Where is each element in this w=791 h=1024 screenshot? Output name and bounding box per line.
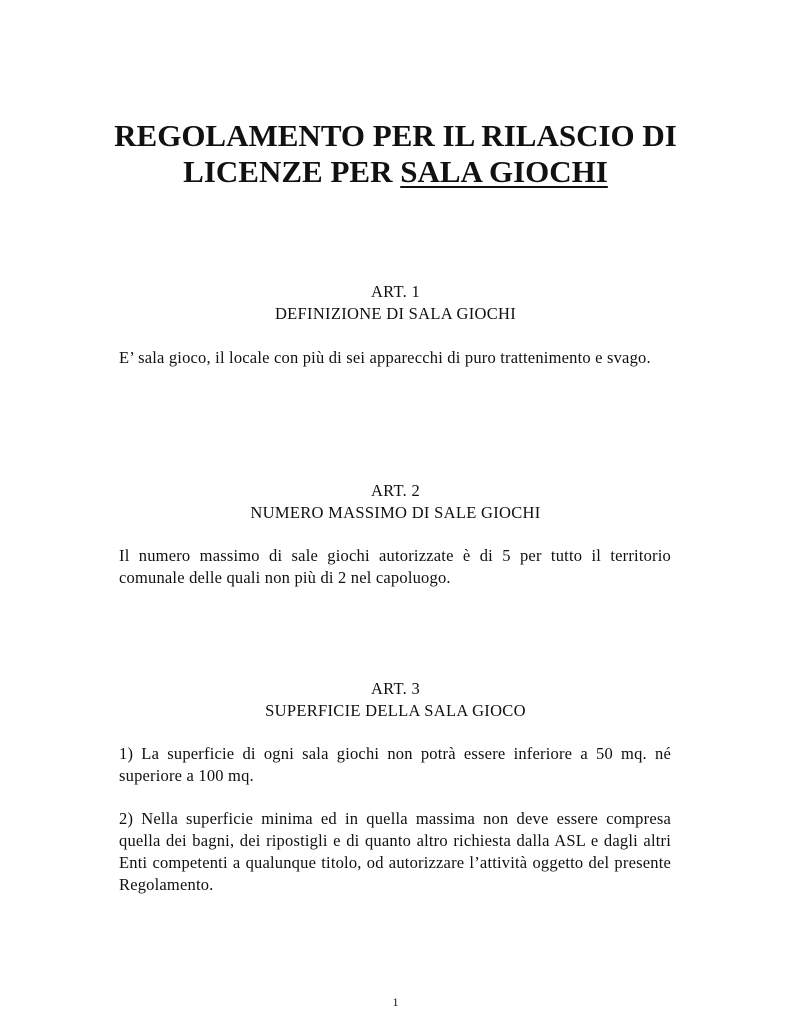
article-3-paragraph-1: 1) La superficie di ogni sala giochi non potrà essere inferiore a 50 mq. né superiore a 100 mq.	[119, 744, 671, 785]
article-2-number: ART. 2	[370, 481, 421, 500]
article-3-paragraph-2: 2) Nella superficie minima ed in quella massima non deve essere compresa quella dei bagni, dei ripostigli e di quanto altro richiesta dalla ASL e dagli altri Enti competenti a qualunque titolo, od autorizzare l’attività oggetto del presente Regolamento.	[119, 809, 671, 894]
title-line-1: REGOLAMENTO PER IL RILASCIO DI	[114, 118, 677, 153]
title-line-2-prefix: LICENZE PER	[183, 154, 401, 189]
article-1-number: ART. 1	[370, 282, 421, 301]
article-3-number: ART. 3	[370, 679, 421, 698]
page-number: 1	[392, 995, 399, 1009]
document-title	[0, 118, 791, 190]
article-2-heading: NUMERO MASSIMO DI SALE GIOCHI	[250, 503, 541, 522]
title-line-2	[0, 154, 791, 190]
article-3-heading: SUPERFICIE DELLA SALA GIOCO	[265, 701, 526, 720]
title-underlined-text: SALA GIOCHI	[400, 154, 608, 189]
article-1-paragraph: E’ sala gioco, il locale con più di sei apparecchi di puro trattenimento e svago.	[119, 348, 651, 367]
article-1-heading: DEFINIZIONE DI SALA GIOCHI	[274, 304, 517, 323]
article-2-paragraph: Il numero massimo di sale giochi autorizzate è di 5 per tutto il territorio comunale delle quali non più di 2 nel capoluogo.	[119, 546, 671, 587]
